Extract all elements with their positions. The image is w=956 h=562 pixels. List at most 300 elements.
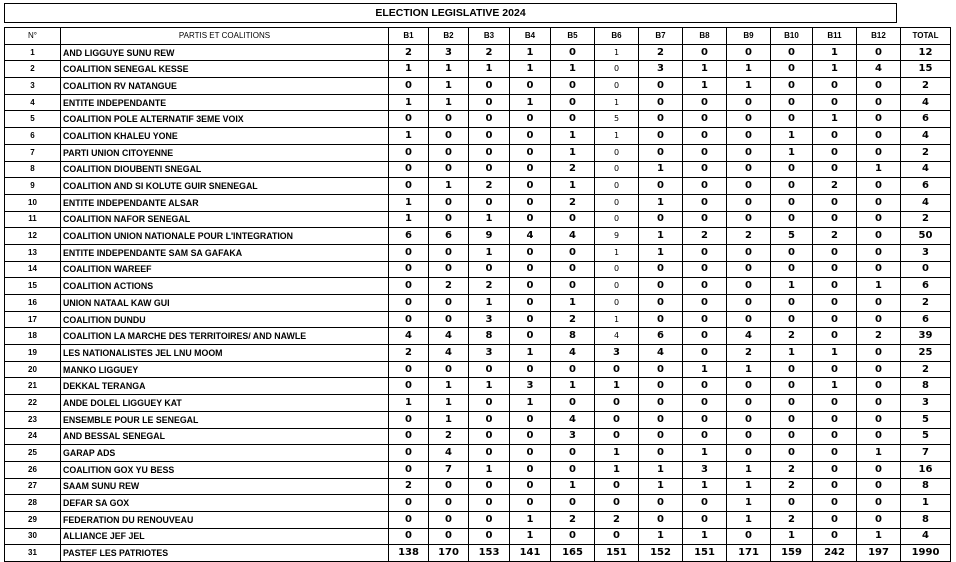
vote-cell: 0	[389, 161, 429, 178]
party-name: AND LIGGUYE SUNU REW	[61, 44, 389, 61]
table-row	[5, 178, 951, 195]
vote-cell: 0	[771, 44, 813, 61]
vote-cell: 0	[389, 311, 429, 328]
vote-cell: 0	[639, 211, 683, 228]
row-total: 6	[901, 178, 951, 195]
vote-cell: 0	[639, 311, 683, 328]
vote-cell: 0	[727, 428, 771, 445]
table-row	[5, 194, 951, 211]
header-number: N°	[5, 28, 61, 45]
vote-cell: 171	[727, 545, 771, 562]
vote-cell: 1	[510, 61, 551, 78]
header-bureau: B11	[813, 28, 857, 45]
vote-cell: 0	[771, 445, 813, 462]
vote-cell: 0	[683, 94, 727, 111]
vote-cell: 0	[683, 244, 727, 261]
header-total: TOTAL	[901, 28, 951, 45]
vote-cell: 1	[510, 94, 551, 111]
vote-cell: 0	[510, 111, 551, 128]
vote-cell: 0	[510, 261, 551, 278]
vote-cell: 0	[813, 128, 857, 145]
vote-cell: 0	[389, 278, 429, 295]
vote-cell: 0	[595, 161, 639, 178]
vote-cell: 0	[727, 378, 771, 395]
vote-cell: 2	[469, 278, 510, 295]
vote-cell: 0	[429, 361, 469, 378]
vote-cell: 0	[683, 295, 727, 312]
vote-cell: 0	[683, 161, 727, 178]
vote-cell: 0	[683, 328, 727, 345]
table-row	[5, 378, 951, 395]
table-row	[5, 128, 951, 145]
vote-cell: 4	[639, 345, 683, 362]
header-bureau: B1	[389, 28, 429, 45]
vote-cell: 0	[813, 445, 857, 462]
vote-cell: 4	[429, 445, 469, 462]
table-row	[5, 461, 951, 478]
vote-cell: 1	[389, 395, 429, 412]
vote-cell: 2	[813, 228, 857, 245]
vote-cell: 1	[595, 94, 639, 111]
vote-cell: 0	[469, 261, 510, 278]
vote-cell: 3	[595, 345, 639, 362]
vote-cell: 6	[429, 228, 469, 245]
vote-cell: 0	[429, 495, 469, 512]
row-total: 7	[901, 445, 951, 462]
vote-cell: 3	[510, 378, 551, 395]
party-name: SAAM SUNU REW	[61, 478, 389, 495]
party-name: COALITION DIOUBENTI SNEGAL	[61, 161, 389, 178]
vote-cell: 1	[510, 511, 551, 528]
vote-cell: 1	[771, 278, 813, 295]
table-row	[5, 61, 951, 78]
vote-cell: 0	[469, 144, 510, 161]
vote-cell: 1	[389, 128, 429, 145]
table-row	[5, 545, 951, 562]
vote-cell: 0	[727, 94, 771, 111]
vote-cell: 1	[510, 395, 551, 412]
vote-cell: 0	[429, 244, 469, 261]
row-number: 15	[5, 278, 61, 295]
row-total: 8	[901, 511, 951, 528]
row-number: 1	[5, 44, 61, 61]
vote-cell: 0	[771, 295, 813, 312]
header-row	[5, 28, 951, 45]
table-row	[5, 211, 951, 228]
vote-cell: 0	[510, 311, 551, 328]
vote-cell: 1	[469, 244, 510, 261]
header-bureau: B5	[551, 28, 595, 45]
vote-cell: 0	[551, 461, 595, 478]
vote-cell: 0	[683, 211, 727, 228]
vote-cell: 0	[595, 194, 639, 211]
vote-cell: 1	[429, 178, 469, 195]
vote-cell: 1	[595, 461, 639, 478]
vote-cell: 0	[813, 278, 857, 295]
vote-cell: 0	[813, 528, 857, 545]
vote-cell: 0	[639, 495, 683, 512]
vote-cell: 0	[813, 295, 857, 312]
vote-cell: 1	[429, 395, 469, 412]
vote-cell: 165	[551, 545, 595, 562]
vote-cell: 7	[429, 461, 469, 478]
vote-cell: 0	[857, 361, 901, 378]
vote-cell: 3	[551, 428, 595, 445]
vote-cell: 0	[771, 411, 813, 428]
vote-cell: 0	[389, 361, 429, 378]
vote-cell: 3	[429, 44, 469, 61]
vote-cell: 0	[510, 495, 551, 512]
vote-cell: 0	[389, 511, 429, 528]
party-name: COALITION NAFOR SENEGAL	[61, 211, 389, 228]
vote-cell: 0	[857, 411, 901, 428]
row-total: 6	[901, 278, 951, 295]
table-row	[5, 311, 951, 328]
row-number: 4	[5, 94, 61, 111]
vote-cell: 1	[771, 345, 813, 362]
vote-cell: 1	[469, 295, 510, 312]
vote-cell: 1	[551, 478, 595, 495]
vote-cell: 6	[639, 328, 683, 345]
vote-cell: 8	[551, 328, 595, 345]
vote-cell: 0	[857, 78, 901, 95]
vote-cell: 0	[389, 244, 429, 261]
vote-cell: 242	[813, 545, 857, 562]
row-total: 4	[901, 194, 951, 211]
vote-cell: 0	[551, 44, 595, 61]
vote-cell: 1	[727, 361, 771, 378]
vote-cell: 0	[595, 478, 639, 495]
vote-cell: 0	[595, 278, 639, 295]
vote-cell: 4	[551, 228, 595, 245]
vote-cell: 0	[469, 78, 510, 95]
vote-cell: 0	[469, 194, 510, 211]
header-bureau: B6	[595, 28, 639, 45]
row-number: 18	[5, 328, 61, 345]
vote-cell: 0	[727, 261, 771, 278]
row-number: 26	[5, 461, 61, 478]
vote-cell: 0	[510, 178, 551, 195]
vote-cell: 0	[469, 528, 510, 545]
party-name: DEFAR SA GOX	[61, 495, 389, 512]
vote-cell: 0	[771, 311, 813, 328]
row-total: 5	[901, 411, 951, 428]
header-bureau: B10	[771, 28, 813, 45]
vote-cell: 141	[510, 545, 551, 562]
row-total: 2	[901, 78, 951, 95]
vote-cell: 0	[639, 411, 683, 428]
vote-cell: 0	[639, 144, 683, 161]
party-name: COALITION LA MARCHE DES TERRITOIRES/ AND NAWLE	[61, 328, 389, 345]
vote-cell: 0	[389, 261, 429, 278]
vote-cell: 0	[639, 378, 683, 395]
party-name: ANDE DOLEL LIGGUEY KAT	[61, 395, 389, 412]
vote-cell: 2	[551, 161, 595, 178]
vote-cell: 1	[771, 144, 813, 161]
row-number: 8	[5, 161, 61, 178]
vote-cell: 1	[429, 94, 469, 111]
vote-cell: 0	[639, 78, 683, 95]
vote-cell: 0	[510, 361, 551, 378]
vote-cell: 1	[595, 128, 639, 145]
vote-cell: 0	[683, 511, 727, 528]
header-bureau: B7	[639, 28, 683, 45]
vote-cell: 0	[683, 495, 727, 512]
table-row	[5, 528, 951, 545]
vote-cell: 0	[595, 261, 639, 278]
vote-cell: 0	[727, 194, 771, 211]
row-number: 20	[5, 361, 61, 378]
vote-cell: 1	[639, 478, 683, 495]
party-name: UNION NATAAL KAW GUI	[61, 295, 389, 312]
row-number: 27	[5, 478, 61, 495]
vote-cell: 2	[551, 194, 595, 211]
vote-cell: 0	[639, 361, 683, 378]
vote-cell: 5	[595, 111, 639, 128]
vote-cell: 1	[469, 61, 510, 78]
vote-cell: 2	[727, 345, 771, 362]
row-total: 5	[901, 428, 951, 445]
vote-cell: 2	[469, 178, 510, 195]
vote-cell: 0	[389, 495, 429, 512]
table-row	[5, 345, 951, 362]
vote-cell: 0	[429, 211, 469, 228]
vote-cell: 1	[510, 528, 551, 545]
vote-cell: 0	[771, 61, 813, 78]
party-name: AND BESSAL SENEGAL	[61, 428, 389, 445]
vote-cell: 0	[429, 111, 469, 128]
vote-cell: 2	[771, 461, 813, 478]
vote-cell: 0	[813, 511, 857, 528]
vote-cell: 0	[813, 78, 857, 95]
vote-cell: 0	[771, 395, 813, 412]
vote-cell: 0	[683, 428, 727, 445]
party-name: COALITION POLE ALTERNATIF 3EME VOIX	[61, 111, 389, 128]
vote-cell: 0	[727, 278, 771, 295]
vote-cell: 1	[595, 311, 639, 328]
vote-cell: 1	[857, 161, 901, 178]
vote-cell: 138	[389, 545, 429, 562]
vote-cell: 0	[389, 461, 429, 478]
vote-cell: 0	[813, 161, 857, 178]
vote-cell: 3	[469, 311, 510, 328]
table-row	[5, 261, 951, 278]
vote-cell: 1	[510, 44, 551, 61]
vote-cell: 0	[727, 211, 771, 228]
vote-cell: 0	[595, 144, 639, 161]
vote-cell: 0	[771, 161, 813, 178]
vote-cell: 0	[857, 345, 901, 362]
row-number: 16	[5, 295, 61, 312]
vote-cell: 0	[551, 111, 595, 128]
vote-cell: 1	[429, 61, 469, 78]
vote-cell: 0	[469, 428, 510, 445]
vote-cell: 0	[551, 94, 595, 111]
table-row	[5, 361, 951, 378]
vote-cell: 0	[857, 94, 901, 111]
vote-cell: 0	[389, 178, 429, 195]
vote-cell: 1	[469, 461, 510, 478]
vote-cell: 1	[639, 461, 683, 478]
vote-cell: 1	[727, 61, 771, 78]
vote-cell: 0	[510, 128, 551, 145]
party-name: COALITION DUNDU	[61, 311, 389, 328]
vote-cell: 0	[389, 111, 429, 128]
vote-cell: 0	[429, 144, 469, 161]
row-number: 10	[5, 194, 61, 211]
vote-cell: 1	[551, 295, 595, 312]
party-name: FEDERATION DU RENOUVEAU	[61, 511, 389, 528]
vote-cell: 1	[813, 345, 857, 362]
vote-cell: 0	[639, 111, 683, 128]
row-number: 21	[5, 378, 61, 395]
vote-cell: 0	[813, 311, 857, 328]
row-number: 24	[5, 428, 61, 445]
vote-cell: 1	[595, 445, 639, 462]
row-number: 28	[5, 495, 61, 512]
table-row	[5, 161, 951, 178]
vote-cell: 0	[429, 311, 469, 328]
party-name: COALITION UNION NATIONALE POUR L'INTEGRATION	[61, 228, 389, 245]
vote-cell: 4	[551, 345, 595, 362]
vote-cell: 0	[389, 144, 429, 161]
table-row	[5, 328, 951, 345]
party-name: COALITION KHALEU YONE	[61, 128, 389, 145]
table-row	[5, 111, 951, 128]
vote-cell: 1	[595, 44, 639, 61]
vote-cell: 0	[639, 128, 683, 145]
vote-cell: 0	[510, 211, 551, 228]
vote-cell: 4	[595, 328, 639, 345]
vote-cell: 3	[469, 345, 510, 362]
vote-cell: 1	[857, 528, 901, 545]
vote-cell: 0	[857, 44, 901, 61]
vote-cell: 0	[469, 511, 510, 528]
vote-cell: 0	[857, 178, 901, 195]
vote-cell: 0	[595, 361, 639, 378]
row-number: 31	[5, 545, 61, 562]
vote-cell: 1	[727, 461, 771, 478]
vote-cell: 4	[727, 328, 771, 345]
vote-cell: 0	[727, 128, 771, 145]
vote-cell: 152	[639, 545, 683, 562]
row-total: 4	[901, 161, 951, 178]
vote-cell: 0	[429, 478, 469, 495]
vote-cell: 0	[857, 228, 901, 245]
row-total: 1990	[901, 545, 951, 562]
vote-cell: 9	[595, 228, 639, 245]
vote-cell: 0	[727, 161, 771, 178]
vote-cell: 2	[469, 44, 510, 61]
vote-cell: 0	[595, 495, 639, 512]
vote-cell: 0	[771, 94, 813, 111]
vote-cell: 2	[389, 478, 429, 495]
vote-cell: 3	[639, 61, 683, 78]
vote-cell: 1	[857, 278, 901, 295]
party-name: ENTITE INDEPENDANTE SAM SA GAFAKA	[61, 244, 389, 261]
row-total: 1	[901, 495, 951, 512]
vote-cell: 1	[429, 411, 469, 428]
table-row	[5, 445, 951, 462]
vote-cell: 0	[857, 244, 901, 261]
vote-cell: 0	[683, 128, 727, 145]
vote-cell: 1	[469, 211, 510, 228]
vote-cell: 0	[469, 128, 510, 145]
vote-cell: 0	[639, 511, 683, 528]
table-row	[5, 295, 951, 312]
vote-cell: 4	[429, 345, 469, 362]
row-total: 16	[901, 461, 951, 478]
vote-cell: 0	[727, 395, 771, 412]
vote-cell: 0	[595, 528, 639, 545]
vote-cell: 8	[469, 328, 510, 345]
vote-cell: 151	[683, 545, 727, 562]
vote-cell: 0	[771, 111, 813, 128]
vote-cell: 2	[683, 228, 727, 245]
vote-cell: 0	[727, 44, 771, 61]
header-bureau: B2	[429, 28, 469, 45]
table-row	[5, 495, 951, 512]
vote-cell: 0	[429, 261, 469, 278]
vote-cell: 0	[595, 428, 639, 445]
row-total: 2	[901, 361, 951, 378]
vote-cell: 0	[683, 178, 727, 195]
party-name: COALITION AND SI KOLUTE GUIR SNENEGAL	[61, 178, 389, 195]
vote-cell: 0	[727, 244, 771, 261]
vote-cell: 1	[510, 345, 551, 362]
vote-cell: 0	[683, 194, 727, 211]
row-number: 13	[5, 244, 61, 261]
row-total: 8	[901, 478, 951, 495]
row-number: 11	[5, 211, 61, 228]
vote-cell: 0	[469, 478, 510, 495]
party-name: COALITION ACTIONS	[61, 278, 389, 295]
vote-cell: 0	[510, 295, 551, 312]
results-table	[4, 27, 951, 562]
party-name: DEKKAL TERANGA	[61, 378, 389, 395]
vote-cell: 0	[683, 378, 727, 395]
row-total: 2	[901, 211, 951, 228]
vote-cell: 0	[771, 495, 813, 512]
vote-cell: 0	[683, 411, 727, 428]
vote-cell: 1	[727, 78, 771, 95]
vote-cell: 1	[469, 378, 510, 395]
row-total: 3	[901, 244, 951, 261]
vote-cell: 0	[510, 478, 551, 495]
vote-cell: 6	[389, 228, 429, 245]
vote-cell: 0	[429, 128, 469, 145]
vote-cell: 0	[813, 411, 857, 428]
vote-cell: 1	[595, 378, 639, 395]
vote-cell: 2	[813, 178, 857, 195]
vote-cell: 0	[510, 78, 551, 95]
party-name: COALITION GOX YU BESS	[61, 461, 389, 478]
vote-cell: 2	[857, 328, 901, 345]
party-name: COALITION SENEGAL KESSE	[61, 61, 389, 78]
party-name: PARTI UNION CITOYENNE	[61, 144, 389, 161]
vote-cell: 0	[389, 295, 429, 312]
vote-cell: 0	[857, 111, 901, 128]
vote-cell: 0	[510, 445, 551, 462]
header-bureau: B12	[857, 28, 901, 45]
vote-cell: 0	[469, 161, 510, 178]
vote-cell: 0	[813, 461, 857, 478]
table-row	[5, 278, 951, 295]
vote-cell: 2	[551, 311, 595, 328]
vote-cell: 0	[813, 94, 857, 111]
vote-cell: 0	[469, 111, 510, 128]
vote-cell: 1	[683, 361, 727, 378]
